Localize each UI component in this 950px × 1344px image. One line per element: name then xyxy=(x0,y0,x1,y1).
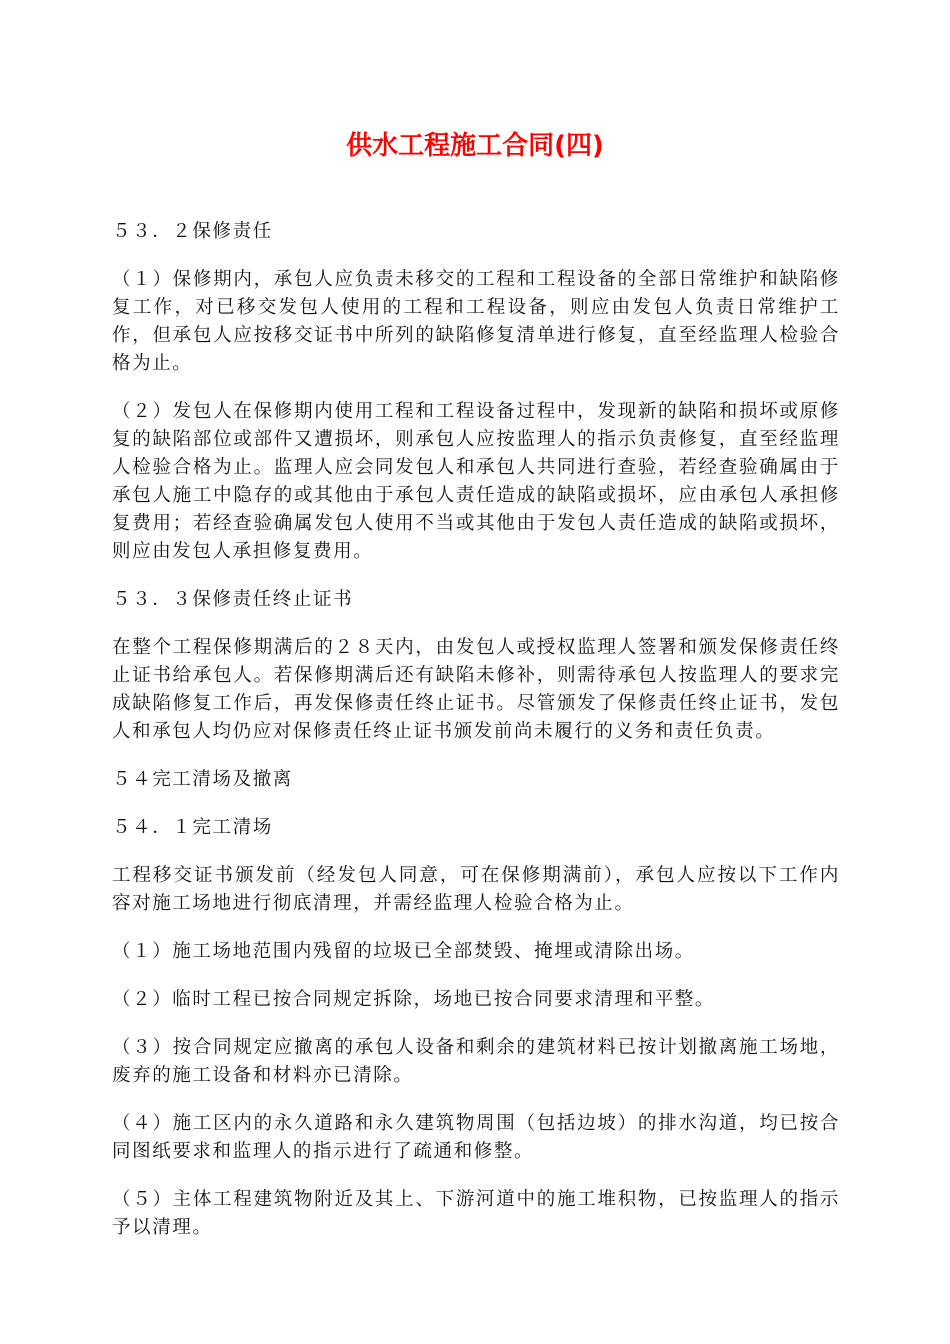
list-item-clearance-5: （５）主体工程建筑物附近及其上、下游河道中的施工堆积物，已按监理人的指示予以清理。 xyxy=(112,1189,840,1238)
document-body xyxy=(112,218,840,1262)
paragraph-warranty-1: （１）保修期内，承包人应负责未移交的工程和工程设备的全部日常维护和缺陷修复工作，对已移交发包人使用的工程和工程设备，则应由发包人负责日常维护工作，但承包人应按移交证书中所列的缺陷修复清单进行修复，直至经监理人检验合格为止。 xyxy=(112,269,840,374)
section-heading-54-1: ５４．１完工清场 xyxy=(112,817,273,838)
paragraph-warranty-certificate: 在整个工程保修期满后的２８天内，由发包人或授权监理人签署和颁发保修责任终止证书给承包人。若保修期满后还有缺陷未修补，则需待承包人按监理人的要求完成缺陷修复工作后，再发保修责任终止证书。尽管颁发了保修责任终止证书，发包人和承包人均仍应对保修责任终止证书颁发前尚未履行的义务和责任负责。 xyxy=(112,637,840,742)
list-item-clearance-4: （４）施工区内的永久道路和永久建筑物周围（包括边坡）的排水沟道，均已按合同图纸要求和监理人的指示进行了疏通和修整。 xyxy=(112,1113,840,1162)
section-heading-53-3: ５３．３保修责任终止证书 xyxy=(112,589,354,610)
list-item-clearance-3: （３）按合同规定应撤离的承包人设备和剩余的建筑材料已按计划撤离施工场地，废弃的施工设备和材料亦已清除。 xyxy=(112,1037,840,1086)
paragraph-warranty-2: （２）发包人在保修期内使用工程和工程设备过程中，发现新的缺陷和损坏或原修复的缺陷部位或部件又遭损坏，则承包人应按监理人的指示负责修复，直至经监理人检验合格为止。监理人应会同发包人和承包人共同进行查验，若经查验确属由于承包人施工中隐存的或其他由于承包人责任造成的缺陷或损坏，应由承包人承担修复费用；若经查验确属发包人使用不当或其他由于发包人责任造成的缺陷或损坏，则应由发包人承担修复费用。 xyxy=(112,401,840,562)
section-heading-53-2: ５３．２保修责任 xyxy=(112,221,273,242)
document-title: 供水工程施工合同(四) xyxy=(346,131,604,161)
list-item-clearance-1: （１）施工场地范围内残留的垃圾已全部焚毁、掩埋或清除出场。 xyxy=(112,941,695,962)
paragraph-site-clearance-intro: 工程移交证书颁发前（经发包人同意，可在保修期满前），承包人应按以下工作内容对施工场地进行彻底清理，并需经监理人检验合格为止。 xyxy=(112,865,840,914)
list-item-clearance-2: （２）临时工程已按合同规定拆除，场地已按合同要求清理和平整。 xyxy=(112,989,716,1010)
section-heading-54: ５４完工清场及撤离 xyxy=(112,769,293,790)
